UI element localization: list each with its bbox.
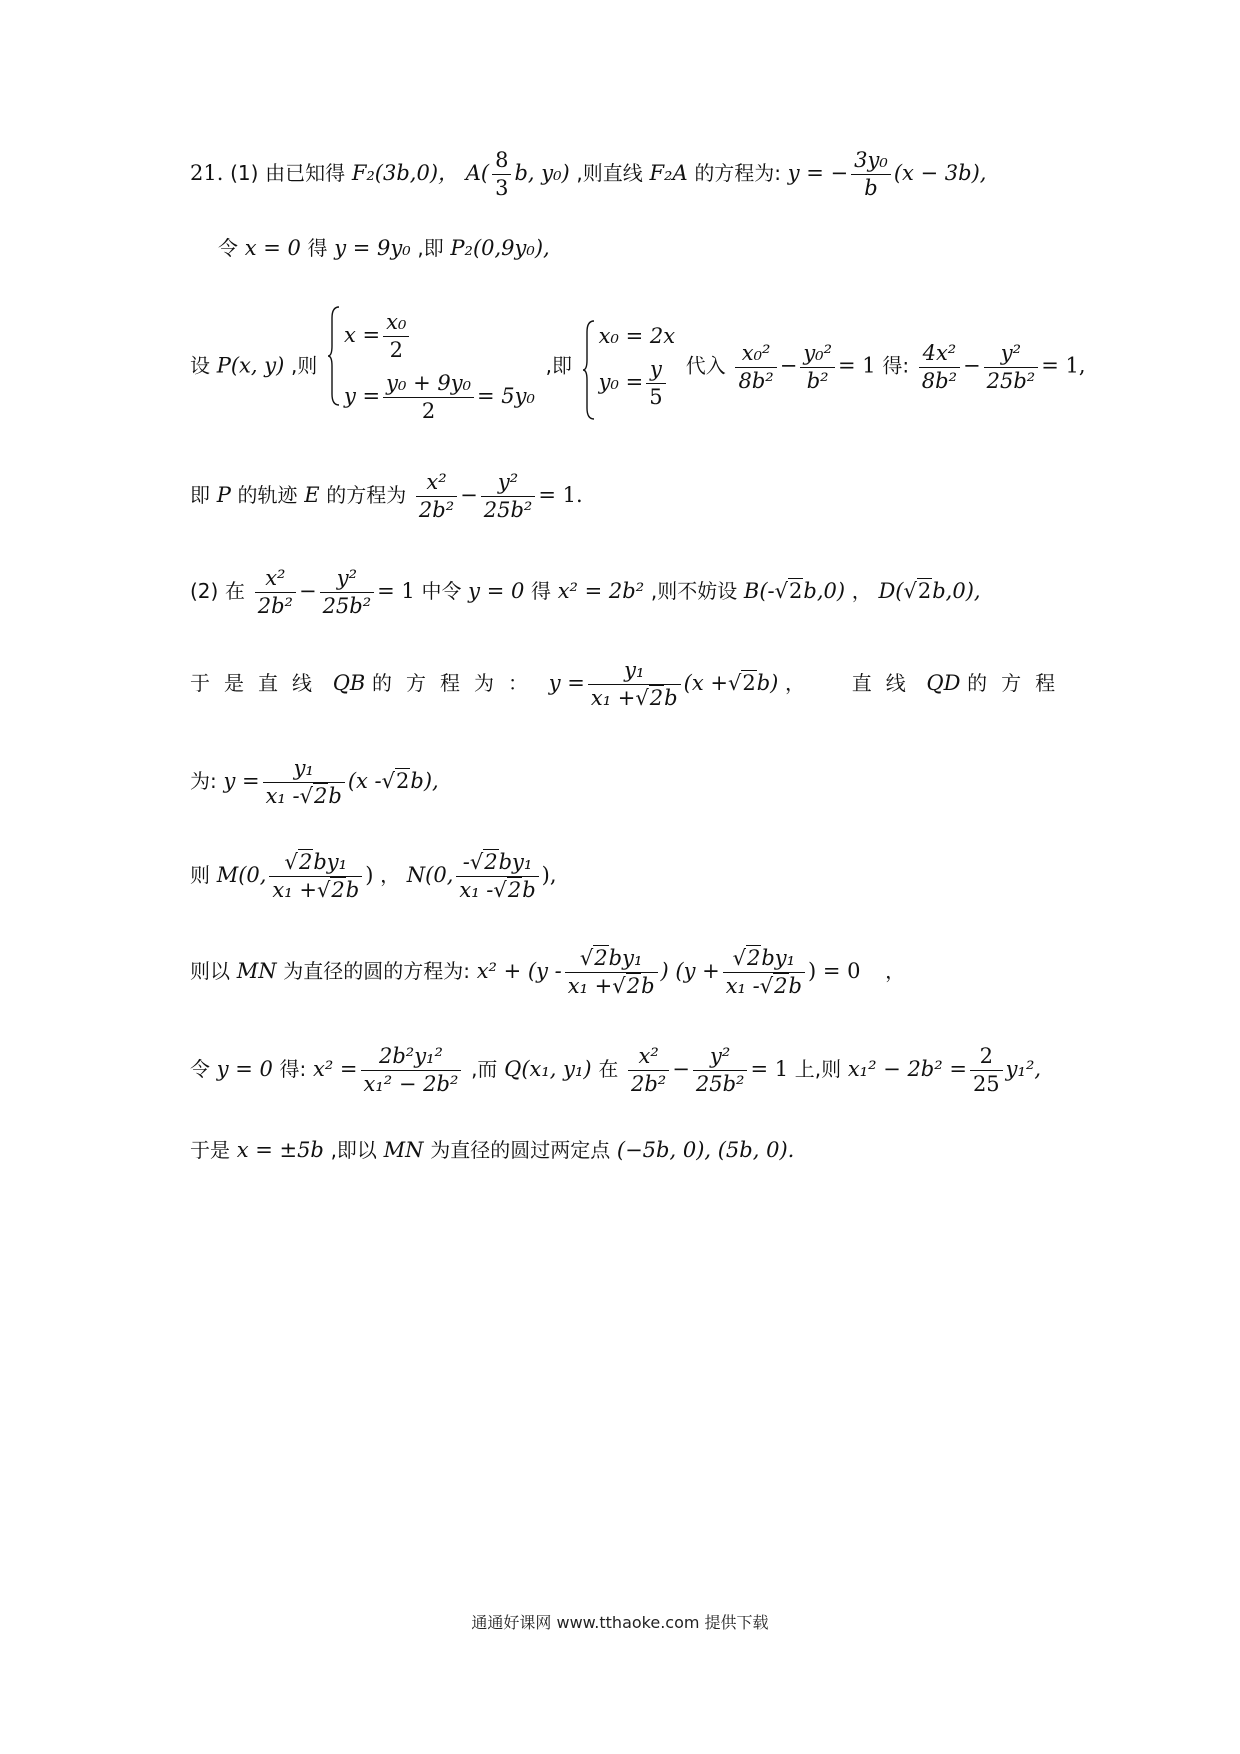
math: = 1 xyxy=(838,353,876,378)
text: ,即以 xyxy=(330,1138,377,1162)
den: x₁ - xyxy=(725,974,760,998)
math: b,0) xyxy=(803,579,846,603)
math: − xyxy=(460,483,478,507)
math: − xyxy=(672,1057,690,1081)
radicand: 2 xyxy=(746,946,761,970)
text: ,即 xyxy=(417,236,444,260)
math: b,0), xyxy=(932,579,981,603)
text: 得: xyxy=(279,1057,307,1081)
num: 3y₀ xyxy=(851,150,891,175)
math: (x − 3b), xyxy=(893,161,987,185)
num: 4x² xyxy=(919,343,960,368)
equation-system-1 xyxy=(328,306,535,428)
text: ,则不妨设 xyxy=(650,579,738,603)
num: y xyxy=(646,359,665,384)
text: 在 xyxy=(598,1057,619,1081)
part2-label: (2) xyxy=(190,579,219,603)
den: 8b² xyxy=(738,368,774,393)
fraction-line-slope xyxy=(851,150,891,199)
math-f2: F₂(3b,0)， xyxy=(351,161,460,185)
den: 8b² xyxy=(921,368,958,393)
num: y² xyxy=(481,472,536,497)
line-5 xyxy=(190,568,981,617)
math: B(- xyxy=(743,579,775,603)
den: 25 xyxy=(972,1072,1000,1096)
math: P(x, y) xyxy=(216,353,285,378)
text: 的方程为： xyxy=(372,671,543,695)
radicand: 2 xyxy=(484,850,498,874)
den: 2b² xyxy=(257,594,293,618)
fraction-8-3 xyxy=(492,150,511,199)
num: 8 xyxy=(492,150,511,175)
text: 则 xyxy=(190,863,210,887)
line-7: 为: y = $\frac{\text{y₁}}{\text{x₁ -√2b}}$ (x -√2b), xyxy=(190,756,439,808)
text: ,而 xyxy=(471,1057,498,1081)
text: 上,则 xyxy=(794,1057,842,1081)
math: y = xyxy=(223,769,260,793)
den: 25b² xyxy=(483,498,533,522)
text: 的方程 xyxy=(967,671,1070,695)
text: 即 xyxy=(190,483,210,507)
text: 中令 xyxy=(421,579,462,603)
radicand: 2 xyxy=(314,784,328,808)
radicand: 2 xyxy=(774,974,788,998)
math: y = xyxy=(344,384,381,408)
text: ,则直线 xyxy=(576,161,643,185)
num: by₁ xyxy=(498,850,533,874)
math: = 5y₀ xyxy=(477,384,535,408)
math: b), xyxy=(410,769,439,793)
radicand: 2 xyxy=(298,850,313,874)
text: 的方程为: xyxy=(694,161,782,185)
text: 则以 xyxy=(190,959,230,983)
left-brace-icon xyxy=(328,306,340,406)
line-8: 则 M(0, $\frac{\text{√2by₁}}{\text{x₁ +√2b}}$ ) ， N(0, $\frac{\text{-√2by₁}}{\text{x₁ -√2b}}$ ), xyxy=(190,850,557,902)
radicand: 2 xyxy=(331,878,345,902)
math: P₂(0,9y₀), xyxy=(450,236,550,260)
text: 得 xyxy=(531,579,552,603)
text: 为直径的圆过两定点 xyxy=(430,1138,611,1162)
num: by₁ xyxy=(313,850,348,874)
text: 代入 xyxy=(685,353,726,378)
text: 为: xyxy=(190,769,217,793)
left-brace-icon xyxy=(583,320,595,420)
sqrt: √2 xyxy=(774,579,803,603)
math: y = 0 xyxy=(468,579,525,603)
den: x₁ - xyxy=(265,784,300,808)
radicand: 2 xyxy=(649,686,664,710)
den: 25b² xyxy=(986,368,1036,393)
text: 得: xyxy=(882,353,910,378)
num: x² xyxy=(416,472,457,497)
math: x = xyxy=(344,323,381,347)
math: = 1 xyxy=(750,1057,789,1081)
math: x = ±5b xyxy=(236,1138,324,1162)
num: y² xyxy=(320,568,375,593)
line-6: 于是直线 QB 的方程为： y = $\frac{\text{y₁}}{\text{x₁ +√2b}}$ (x +√2b) ， 直线 QD 的方程 xyxy=(190,658,1070,710)
math-a-post: b, y₀) xyxy=(514,161,570,185)
equation-system-2 xyxy=(583,320,675,414)
math: − xyxy=(963,353,981,378)
den: 25b² xyxy=(695,1072,745,1096)
num: y₁ xyxy=(588,660,681,685)
num: by₁ xyxy=(761,946,796,970)
den: b xyxy=(345,878,360,902)
text: 在 xyxy=(225,579,246,603)
math: QD xyxy=(926,671,961,695)
line-11 xyxy=(190,1140,794,1161)
line-3 xyxy=(190,306,1086,428)
math: ) = 0 xyxy=(807,959,861,983)
math: M(0, xyxy=(216,863,267,887)
den: b² xyxy=(806,368,829,393)
radicand: 2 xyxy=(626,974,641,998)
math: − xyxy=(779,353,798,378)
part1-label: (1) xyxy=(230,161,259,185)
math: y = 0 xyxy=(216,1057,273,1081)
den: b xyxy=(788,974,802,998)
text: 由已知得 xyxy=(265,161,346,185)
math: ) xyxy=(365,863,374,887)
line-10 xyxy=(190,1046,1041,1095)
math: x² + (y - xyxy=(476,959,562,983)
math: E xyxy=(304,483,320,507)
den: x₁ + xyxy=(590,686,636,710)
text: 的方程为 xyxy=(326,483,407,507)
math: y = xyxy=(548,671,585,695)
num: y₀² xyxy=(800,343,835,368)
math: b) xyxy=(756,671,779,695)
den: 2b² xyxy=(418,498,455,522)
radicand: 2 xyxy=(507,878,522,902)
math: = 1. xyxy=(538,483,583,507)
den: b xyxy=(864,176,878,200)
math: y₁², xyxy=(1005,1057,1042,1081)
math: x₁² − 2b² = xyxy=(847,1057,967,1081)
den: b xyxy=(328,784,342,808)
den: b xyxy=(522,878,536,902)
math-f2a: F₂A xyxy=(649,161,688,185)
text: 于是直线 xyxy=(190,671,326,695)
text: 得 xyxy=(307,236,328,260)
problem-number: 21. xyxy=(190,161,224,185)
den: 2b² xyxy=(631,1072,667,1096)
math: ) (y + xyxy=(660,959,720,983)
den: x₁ + xyxy=(567,974,613,998)
text: 直线 xyxy=(851,671,920,695)
math: y = − xyxy=(787,161,849,185)
radicand: 2 xyxy=(742,671,756,695)
math: (−5b, 0), (5b, 0). xyxy=(616,1138,795,1162)
math: D( xyxy=(878,579,904,603)
num: y₀ + 9y₀ xyxy=(383,373,474,398)
sqrt: √2 xyxy=(903,579,932,603)
text: 于是 xyxy=(190,1138,230,1162)
math: N(0, xyxy=(406,863,454,887)
math: MN xyxy=(236,959,277,983)
den: x₁ - xyxy=(459,878,494,902)
math: ), xyxy=(541,863,557,887)
math: y₀ = xyxy=(598,370,644,394)
text: ， xyxy=(380,863,401,887)
radicand: 2 xyxy=(396,769,410,793)
num: by₁ xyxy=(608,946,643,970)
math: x² = 2b² xyxy=(557,579,645,603)
text: ， xyxy=(851,579,872,603)
text: ,则 xyxy=(290,353,318,378)
math: = 1 xyxy=(377,579,415,603)
math: − xyxy=(298,579,317,603)
num: 2b²y₁² xyxy=(361,1046,462,1071)
text: ， xyxy=(785,671,806,695)
math: = 1, xyxy=(1041,353,1086,378)
num: y² xyxy=(984,343,1039,368)
radicand: 2 xyxy=(917,579,932,603)
radicand: 2 xyxy=(789,579,803,603)
num: y₁ xyxy=(263,758,345,783)
math: (x + xyxy=(683,671,728,695)
num: 2 xyxy=(970,1046,1003,1071)
text: 为直径的圆的方程为: xyxy=(283,959,471,983)
line-2 xyxy=(218,238,550,259)
radicand: 2 xyxy=(594,946,608,970)
math: (x - xyxy=(347,769,382,793)
math: x = 0 xyxy=(244,236,301,260)
math: Q(x₁, y₁) xyxy=(504,1057,592,1081)
den: 2 xyxy=(389,338,403,362)
den: x₁ + xyxy=(272,878,317,902)
text: ,即 xyxy=(545,353,572,378)
line-9: 则以 MN 为直径的圆的方程为: x² + (y - $\frac{\text{√2by₁}}{\text{x₁ +√2b}}$ ) (y + $\frac{\text{√2by₁}}{\text{x₁ -√2b}}$ ) = 0 ， xyxy=(190,946,906,998)
den: 5 xyxy=(649,385,663,409)
text: 的轨迹 xyxy=(237,483,298,507)
den: b xyxy=(641,974,655,998)
text: 令 xyxy=(190,1057,210,1081)
text: ， xyxy=(885,959,906,983)
line-1 xyxy=(190,150,986,199)
math: MN xyxy=(383,1138,424,1162)
num: x² xyxy=(628,1046,669,1071)
line-4 xyxy=(190,472,583,521)
math: P xyxy=(216,483,231,507)
num: x² xyxy=(255,568,296,593)
den: 25b² xyxy=(322,594,372,618)
num: - xyxy=(462,850,470,874)
text: 令 xyxy=(218,236,238,260)
den: b xyxy=(664,686,678,710)
num: x₀ xyxy=(383,312,409,337)
den: 3 xyxy=(495,176,509,200)
num: y² xyxy=(693,1046,748,1071)
math: x₀ = 2x xyxy=(598,324,676,348)
math: x² = xyxy=(312,1057,358,1081)
num: x₀² xyxy=(735,343,776,368)
den: x₁² − 2b² xyxy=(363,1072,459,1096)
text: 设 xyxy=(190,353,210,378)
math: y = 9y₀ xyxy=(334,236,411,260)
math-a-pre: A( xyxy=(465,161,490,185)
footer-text: 通通好课网 www.tthaoke.com 提供下载 xyxy=(471,1613,769,1632)
den: 2 xyxy=(421,399,436,423)
math: QB xyxy=(332,671,366,695)
